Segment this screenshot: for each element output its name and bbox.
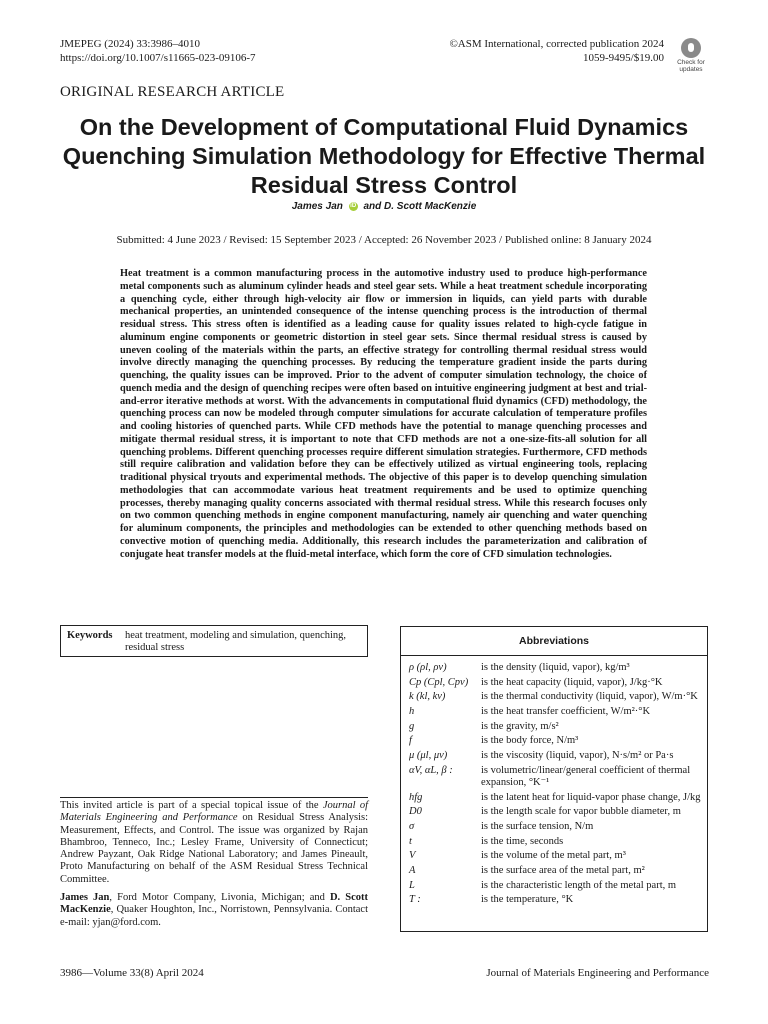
abbreviation-symbol: L (409, 879, 415, 891)
page-footer-journal: Journal of Materials Engineering and Performance (486, 967, 709, 979)
abbreviation-definition: is the volume of the metal part, m³ (481, 850, 626, 862)
bookmark-icon (681, 38, 701, 58)
abbreviation-row (409, 850, 701, 862)
journal-header (60, 38, 256, 65)
page-footer-volume: 3986—Volume 33(8) April 2024 (60, 967, 204, 979)
publisher-header (449, 38, 664, 65)
abbreviation-definition: is the characteristic length of the metal part, m (481, 879, 677, 891)
abbreviation-symbol: T : (409, 894, 421, 906)
abbreviation-row (409, 677, 701, 689)
abbreviation-row (409, 721, 701, 733)
abbreviation-definition: is the viscosity (liquid, vapor), N·s/m² or Pa·s (481, 750, 674, 762)
issn-price: 1059-9495/$19.00 (583, 51, 664, 64)
abbreviation-symbol: D0 (409, 806, 422, 818)
abbreviation-symbol: hfg (409, 791, 423, 803)
abbreviation-definition: is the density (liquid, vapor), kg/m³ (481, 662, 630, 673)
abbreviation-row (409, 821, 701, 833)
affiliation-text-1: , Ford Motor Company, Livonia, Michigan; and (109, 892, 330, 903)
abbreviation-symbol: μ (μl, μv) (409, 750, 448, 762)
abbreviation-row (409, 880, 701, 892)
abbreviation-symbol: V (409, 850, 416, 862)
copyright-line: ©ASM International, corrected publication 2024 (449, 38, 664, 50)
footnote-text-post: on Residual Stress Analysis: Measurement, Effects, and Control. The issue was organized by Rajan Bhambroo, Tenneco, Inc.; Lesley Frame, University of Connecticut; Andrew Payzant, Oak Ridge National Laboratory; and James Pineault, Proto Manufacturing on behalf of the ASM Residual Stress Technical Committee. (60, 812, 368, 885)
abbreviations-table (400, 626, 708, 932)
abbreviation-definition: is the length scale for vapor bubble diameter, m (481, 806, 681, 818)
abbreviation-definition: is the temperature, °K (481, 894, 574, 906)
author-2[interactable]: D. Scott MacKenzie (384, 201, 477, 212)
publication-dates: Submitted: 4 June 2023 / Revised: 15 September 2023 / Accepted: 26 November 2023 / Published online: 8 January 2024 (116, 234, 652, 246)
orcid-icon[interactable]: iD (350, 202, 357, 209)
abbreviation-definition: is the surface area of the metal part, m² (481, 864, 645, 876)
abbreviation-row (409, 806, 701, 818)
abbreviation-symbol: A (409, 864, 416, 876)
abbreviation-symbol: αV, αL, β : (409, 764, 453, 776)
abbreviation-definition: is the heat transfer coefficient, W/m²·°K (481, 706, 651, 718)
abbreviation-symbol: h (409, 706, 415, 718)
abbreviation-row (409, 735, 701, 747)
abbreviation-symbol: f (409, 735, 412, 747)
badge-line-2: updates (679, 66, 703, 73)
author-separator: and (363, 201, 382, 212)
affiliation-name-2: D. Scott MacKenzie (60, 892, 368, 916)
affiliation-name-1: James Jan (60, 892, 110, 903)
check-for-updates-badge[interactable] (671, 38, 711, 76)
abbreviation-definition: is the gravity, m/s² (481, 720, 559, 732)
special-issue-footnote (60, 797, 368, 886)
author-line (60, 201, 708, 212)
abbreviation-definition: is the heat capacity (liquid, vapor), J/kg·°K (481, 676, 663, 688)
abbreviation-row (409, 765, 701, 789)
author-affiliations (60, 892, 368, 929)
abbreviation-definition: is the latent heat for liquid-vapor phase change, J/kg (481, 791, 701, 803)
abbreviation-row (409, 894, 701, 906)
abbreviation-row (409, 865, 701, 877)
keywords-value: heat treatment, modeling and simulation, quenching, residual stress (125, 630, 347, 653)
footnote-journal-name: Journal of Materials Engineering and Performance (60, 800, 368, 824)
abbreviation-definition: is the surface tension, N/m (481, 820, 594, 832)
abbreviation-row (409, 836, 701, 848)
doi-link[interactable]: https://doi.org/10.1007/s11665-023-09106-7 (60, 51, 256, 64)
abbreviation-definition: is the thermal conductivity (liquid, vapor), W/m·°K (481, 691, 698, 703)
abbreviation-definition: is volumetric/linear/general coefficient of thermal expansion, °K⁻¹ (481, 764, 691, 788)
abbreviation-symbol: Cp (Cpl, Cpv) (409, 676, 469, 688)
abbreviation-symbol: σ (409, 820, 415, 832)
abbreviation-definition: is the body force, N/m³ (481, 735, 579, 747)
abbreviation-symbol: ρ (ρl, ρv) (409, 662, 447, 673)
article-type: ORIGINAL RESEARCH ARTICLE (60, 84, 285, 100)
abbreviations-heading: Abbreviations (401, 627, 707, 656)
abbreviation-row (409, 691, 701, 703)
abbreviation-row (409, 662, 701, 674)
abstract: Heat treatment is a common manufacturing process in the automotive industry used to produce high-performance metal components such as aluminum cylinder heads and steel gear sets. While a heat treatment schedule incorporating a quenching cycle, either through high-velocity air flow or immersion in liquids, can yield parts with durable mechanical properties, an unintended consequence of the intense quenching process is the introduction of thermal residual stress. This stress often is identified as a leading cause for quality issues related to high-cycle fatigue in aluminum engine components or geometric distortion in steel gear sets. Since thermal residual stress is caused by uneven cooling of the materials within the parts, an effective strategy for controlling thermal residual stress would involve directly managing the quenching processes. By reducing the temperature gradient inside the parts during quenching, the quality issues can be improved. Prior to the advent of computer simulation technology, the choice of quench media and the design of quenching recipes were often based on intuitive engineering judgment at best and trial-and-error iterative methods at worst. With the advancements in computational fluid dynamics (CFD) methodology, the quenching process can now be modeled through computer simulations for accurate calculation of temperature profiles and cooling histories of quenched parts. While CFD methods have the potential to manage quenching processes and mitigate thermal residual stress, it is important to note that CFD methods are not a one-size-fits-all solution for all quenching problems. Different quenching processes require different simulation strategies. Furthermore, CFD methods still require calibration and validation before they can be effectively utilized as virtual engineering tools, replacing traditional physical tryouts and experimental methods. The objective of this paper is to develop quenching simulation methodologies that can accommodate various heat treatment requirements and be used to optimize quenching processes, thereby managing quality concerns associated with thermal residual stress. While this research focuses only on two common quenching methods in engine component manufacturing, namely air quenching and water quenching for aluminum components, the principles and methodologies can be extended to other quenching methods based on convective motion of quenching media. Additionally, this research includes the parameterization and calibration of conjugate heat transfer models at the fluid-metal interface, which form the core of CFD simulation technologies. (120, 268, 647, 560)
keywords-box (60, 625, 368, 657)
article-title: On the Development of Computational Fluid Dynamics Quenching Simulation Methodology for Effective Thermal Residual Stress Control (62, 114, 706, 198)
author-1[interactable]: James Jan (291, 201, 343, 212)
footnote-text-pre: This invited article is part of a special topical issue of the (60, 800, 323, 811)
abbreviation-row (409, 750, 701, 762)
journal-reference: JMEPEG (2024) 33:3986–4010 (60, 38, 200, 50)
abbreviation-symbol: g (409, 720, 415, 732)
abbreviations-list (401, 656, 707, 906)
abbreviation-row (409, 706, 701, 718)
keywords-label: Keywords (67, 630, 113, 641)
abbreviation-symbol: t (409, 835, 412, 847)
affiliation-text-2[interactable]: , Quaker Houghton, Inc., Norristown, Pennsylvania. Contact e-mail: yjan@ford.com. (60, 904, 368, 928)
abbreviation-definition: is the time, seconds (481, 835, 564, 847)
badge-line-1: Check for (677, 59, 705, 66)
abbreviation-row (409, 792, 701, 804)
abbreviation-symbol: k (kl, kv) (409, 691, 446, 703)
